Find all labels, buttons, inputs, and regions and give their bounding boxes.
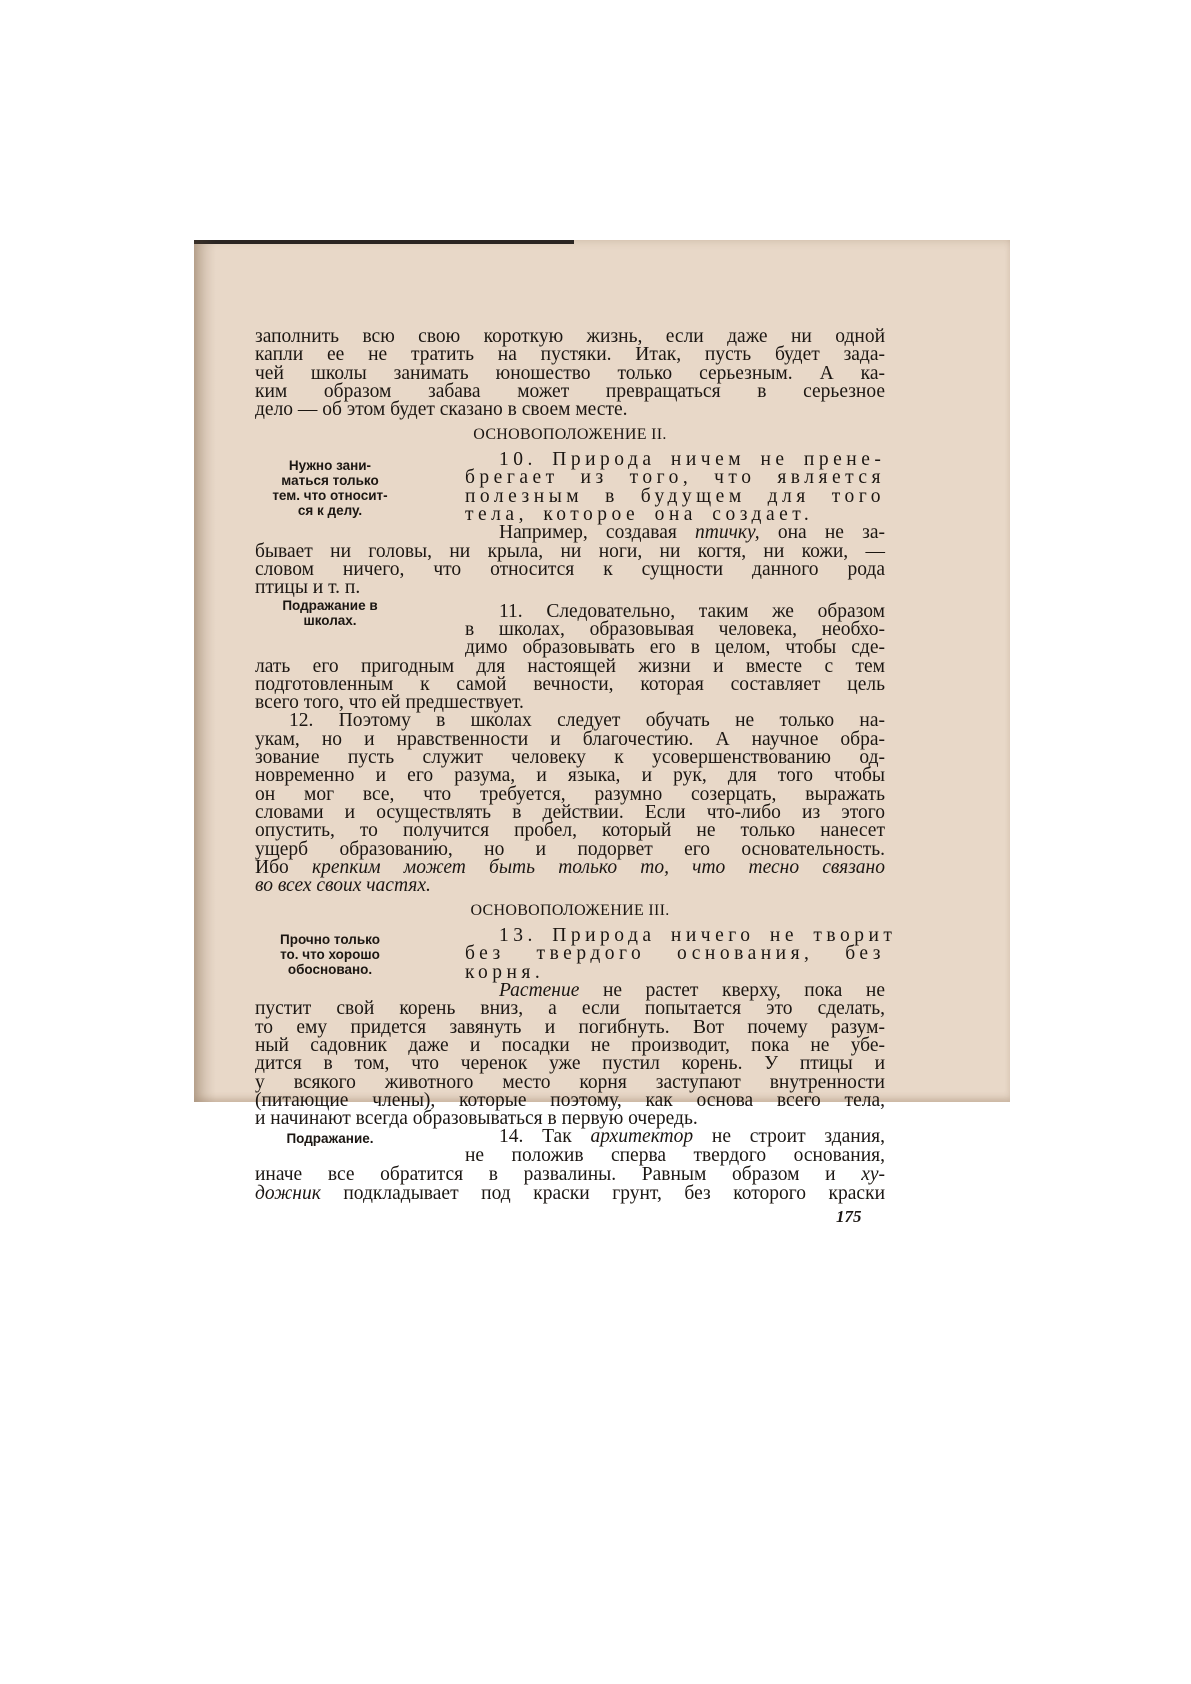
text-line xyxy=(465,1127,885,1146)
text-line: капли ее не тратить на пустяки. Итак, пусть будет зада- xyxy=(255,344,885,366)
margin-note-line: тем. что относит- xyxy=(272,487,388,503)
text-span: подкладывает под краски грунт, без которого краски xyxy=(343,1183,885,1205)
text-line: укам, но и нравственности и благочестию. А научное обра- xyxy=(255,728,885,750)
emphasis-text: во всех своих частях. xyxy=(255,875,431,897)
text-line: зование пусть служит человеку к усовершенствованию од- xyxy=(255,747,885,769)
text-line: подготовленным к самой вечности, которая составляет цель xyxy=(255,673,885,695)
margin-note xyxy=(255,598,405,628)
emphasis-text: крепким может быть только то, что тесно связано xyxy=(311,856,885,878)
text-line: лать его пригодным для настоящей жизни и вместе с тем xyxy=(255,655,885,677)
text-line: (питающие члены), которые поэтому, как основа всего тела, xyxy=(255,1089,885,1111)
text-line: новременно и его разума, и языка, и рук, для того чтобы xyxy=(255,765,885,787)
text-line: 12. Поэтому в школах следует обучать не только на- xyxy=(289,710,885,732)
text-span: Ибо xyxy=(255,856,289,878)
text-line: он мог все, что требуется, разумно созерцать, выражать xyxy=(255,783,885,805)
section-heading: ОСНОВОПОЛОЖЕНИЕ III. xyxy=(470,902,670,920)
text-line: дело — об этом будет сказано в своем месте. xyxy=(255,399,628,421)
text-line: дится в том, что черенок уже пустил корень. У птицы и xyxy=(255,1053,885,1075)
margin-note-line: Прочно только xyxy=(280,931,380,947)
emphasis-text: птичку, xyxy=(695,522,760,544)
text-line xyxy=(255,1165,885,1184)
text-line: у всякого животного место корня заступают внутренности xyxy=(255,1071,885,1093)
text-line: всего того, что ей предшествует. xyxy=(255,692,524,714)
emphasis-text: ху- xyxy=(861,1164,885,1186)
text-line xyxy=(255,1184,885,1203)
margin-note-line: Нужно зани- xyxy=(288,457,372,473)
margin-note xyxy=(255,1131,405,1146)
text-line: чей школы занимать юношество только серьезным. А ка- xyxy=(255,362,885,384)
emphasis-text: дожник xyxy=(255,1183,321,1205)
emphasis-text: архитектор xyxy=(590,1126,694,1148)
text-span: не строит здания, xyxy=(711,1126,885,1148)
text-line: то ему придется завянуть и погибнуть. Вот почему разум- xyxy=(255,1016,885,1038)
margin-note-line: школах. xyxy=(303,613,357,629)
margin-note-line: ся к делу. xyxy=(297,502,363,518)
text-line: в школах, образовывая человека, необхо- xyxy=(465,618,885,640)
margin-note-line: Подражание. xyxy=(286,1131,374,1147)
text-line: заполнить всю свою короткую жизнь, если даже ни одной xyxy=(255,326,885,348)
text-line xyxy=(255,858,885,877)
text-line: словами и осуществлять в действии. Если что-либо из этого xyxy=(255,801,885,823)
text-line: словом ничего, что относится к сущности данного рода xyxy=(255,559,885,580)
text-line: полезным в будущем для того xyxy=(465,485,885,507)
text-span: не растет кверху, пока не xyxy=(603,979,885,1001)
book-page xyxy=(194,240,1010,1227)
page-number: 175 xyxy=(836,1207,862,1227)
text-line: и начинают всегда образовываться в первую очередь. xyxy=(255,1108,698,1130)
text-line: димо образовывать его в целом, чтобы сде- xyxy=(465,637,885,659)
text-span: 14. Так xyxy=(499,1126,572,1148)
text-line: 13. Природа ничего не творит xyxy=(499,925,897,947)
margin-note xyxy=(255,932,405,977)
section-heading: ОСНОВОПОЛОЖЕНИЕ II. xyxy=(473,426,667,444)
text-line: ный садовник даже и посадки не производит, пока не убе- xyxy=(255,1034,885,1056)
text-line: тела, которое она создает. xyxy=(465,504,814,526)
text-line xyxy=(465,1146,885,1165)
text-span: Например, создавая xyxy=(499,522,677,544)
text-line xyxy=(465,523,885,542)
text-line: ким образом забава может превращаться в серьезное xyxy=(255,380,885,402)
text-line xyxy=(255,876,885,895)
text-span: не положив сперва твердого основания, xyxy=(465,1145,885,1167)
margin-note-line: маться только xyxy=(281,472,379,488)
margin-note-line: Подражание в xyxy=(282,598,378,614)
margin-note-line: обосновано. xyxy=(287,961,373,977)
text-line xyxy=(465,981,885,1000)
text-line: пустит свой корень вниз, а если попытается это сделать, xyxy=(255,998,885,1020)
margin-note xyxy=(255,458,405,518)
text-line: птицы и т. п. xyxy=(255,577,361,599)
text-span: она не за- xyxy=(777,522,885,544)
text-line: без твердого основания, без xyxy=(465,943,885,965)
text-line: 10. Природа ничем не прене- xyxy=(499,449,886,471)
text-line: брегает из того, что является xyxy=(465,467,885,489)
text-line: бывает ни головы, ни крыла, ни ноги, ни когтя, ни кожи, — xyxy=(255,540,885,562)
text-line: корня. xyxy=(465,961,545,983)
text-line: опустить, то получится пробел, который не только нанесет xyxy=(255,820,885,842)
text-line: ущерб образованию, но и подорвет его основательность. xyxy=(255,838,885,860)
text-span: иначе все обратится в развалины. Равным образом и xyxy=(255,1164,836,1186)
emphasis-text: Растение xyxy=(499,979,580,1001)
margin-note-line: то. что хорошо xyxy=(280,946,380,962)
text-line: 11. Следовательно, таким же образом xyxy=(499,600,885,622)
